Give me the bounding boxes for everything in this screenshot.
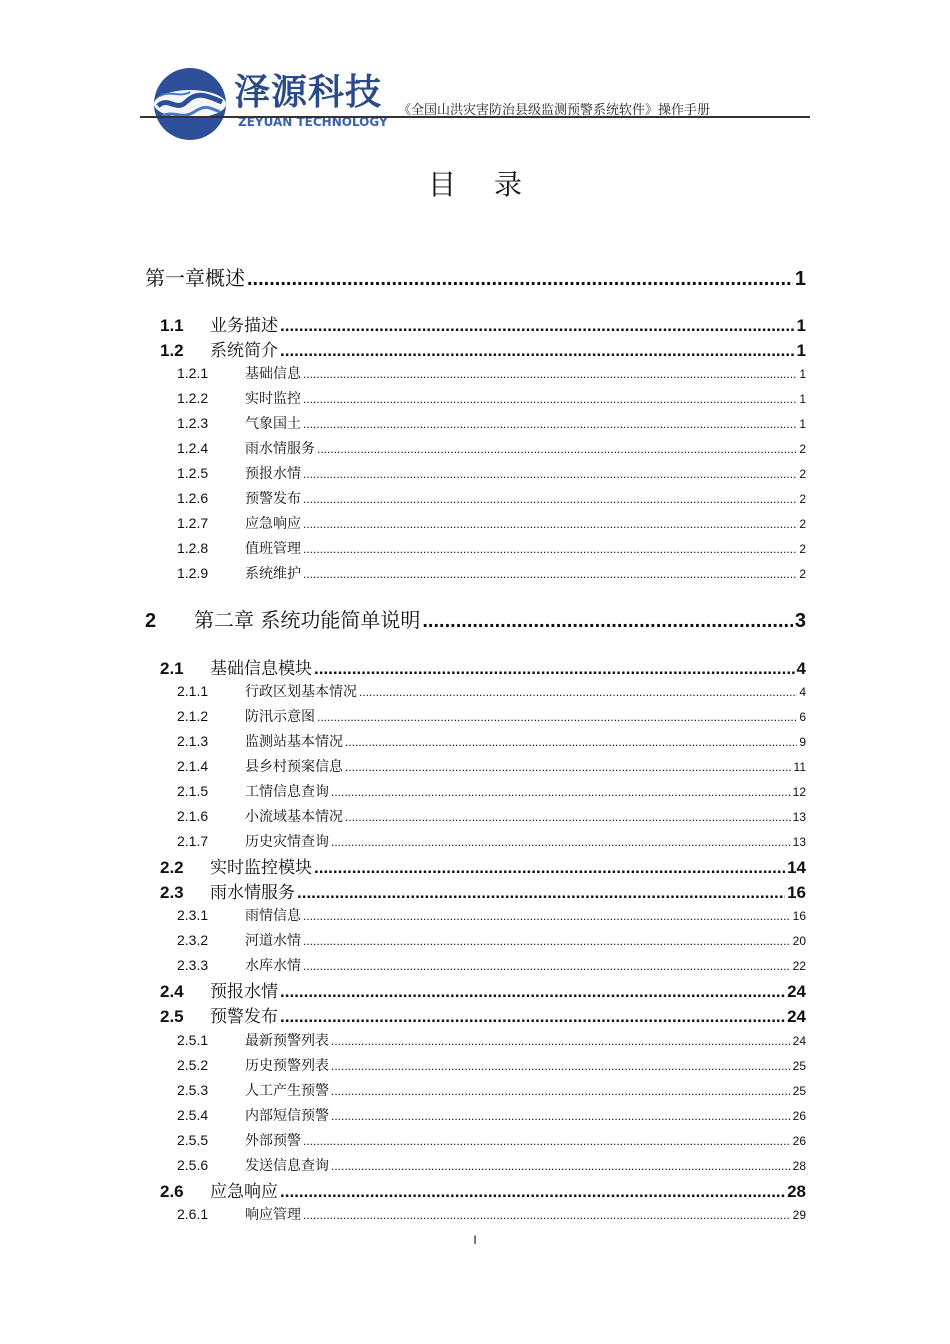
toc-leader-dots xyxy=(331,835,791,849)
toc-entry[interactable] xyxy=(177,1155,806,1175)
toc-entry-title: 雨情信息 xyxy=(245,908,301,924)
toc-entry-title: 最新预警列表 xyxy=(245,1033,329,1049)
toc-entry-title: 第二章 系统功能简单说明 xyxy=(194,608,421,632)
toc-entry-page: 2 xyxy=(799,467,806,481)
toc-entry-number: 2.1.6 xyxy=(177,808,209,824)
toc-entry[interactable] xyxy=(177,731,806,751)
page-number: I xyxy=(473,1233,477,1247)
toc-entry-page: 24 xyxy=(787,982,806,1001)
toc-entry-page: 29 xyxy=(792,1208,806,1222)
toc-leader-dots xyxy=(314,858,785,878)
toc-entry-page: 9 xyxy=(799,735,806,749)
toc-entry-number: 1.1 xyxy=(160,316,184,335)
toc-entry-title: 业务描述 xyxy=(210,316,278,336)
toc-entry-title: 实时监控模块 xyxy=(210,858,312,878)
toc-leader-dots xyxy=(317,710,797,724)
brand-name-english: ZEYUAN TECHNOLOGY xyxy=(238,115,388,129)
toc-entry-number: 2.5.4 xyxy=(177,1107,209,1123)
toc-entry-page: 24 xyxy=(787,1007,806,1026)
toc-leader-dots xyxy=(345,810,791,824)
document-title: 《全国山洪灾害防治县级监测预警系统软件》操作手册 xyxy=(398,103,711,118)
toc-entry[interactable] xyxy=(160,1177,806,1202)
toc-entry-number: 2.4 xyxy=(160,982,184,1001)
toc-entry-title: 人工产生预警 xyxy=(245,1083,329,1099)
toc-entry-page: 4 xyxy=(799,685,806,699)
toc-entry[interactable] xyxy=(177,955,806,975)
toc-leader-dots xyxy=(280,1007,785,1027)
toc-entry-number: 2.5.3 xyxy=(177,1082,209,1098)
toc-entry-page: 2 xyxy=(799,517,806,531)
toc-entry-title: 基础信息 xyxy=(245,366,301,382)
toc-leader-dots xyxy=(422,610,793,633)
toc-entry-page: 26 xyxy=(792,1109,806,1123)
toc-entry-page: 25 xyxy=(792,1084,806,1098)
toc-entry[interactable] xyxy=(177,831,806,851)
toc-leader-dots xyxy=(247,268,793,291)
toc-entry-page: 16 xyxy=(787,883,806,902)
toc-entry-page: 11 xyxy=(793,760,806,774)
toc-leader-dots xyxy=(331,1059,791,1073)
toc-entry-title: 第一章概述 xyxy=(145,266,245,290)
toc-entry-title: 县乡村预案信息 xyxy=(245,759,343,775)
toc-entry-title: 水库水情 xyxy=(245,958,301,974)
toc-entry-number: 2.1.1 xyxy=(177,683,209,699)
toc-entry[interactable] xyxy=(177,388,806,408)
toc-leader-dots xyxy=(303,934,791,948)
toc-leader-dots xyxy=(303,467,797,481)
toc-leader-dots xyxy=(280,341,795,361)
toc-entry-page: 24 xyxy=(792,1034,806,1048)
toc-entry[interactable] xyxy=(177,438,806,458)
toc-entry[interactable] xyxy=(177,563,806,583)
toc-entry-title: 系统维护 xyxy=(245,566,301,582)
toc-leader-dots xyxy=(303,367,797,381)
toc-leader-dots xyxy=(303,567,797,581)
toc-leader-dots xyxy=(303,1208,791,1222)
toc-entry[interactable] xyxy=(177,1204,806,1224)
toc-entry-page: 1 xyxy=(799,392,806,406)
toc-entry-title: 发送信息查询 xyxy=(245,1158,329,1174)
toc-entry[interactable] xyxy=(177,706,806,726)
toc-entry-title: 预报水情 xyxy=(210,982,278,1002)
toc-entry-page: 16 xyxy=(792,909,806,923)
toc-entry[interactable] xyxy=(177,363,806,383)
toc-leader-dots xyxy=(331,1084,791,1098)
toc-entry-page: 12 xyxy=(792,785,806,799)
toc-entry[interactable] xyxy=(177,488,806,508)
toc-entry-title: 预警发布 xyxy=(210,1007,278,1027)
toc-entry-number: 1.2 xyxy=(160,341,184,360)
toc-entry-title: 历史预警列表 xyxy=(245,1058,329,1074)
toc-entry[interactable] xyxy=(177,930,806,950)
toc-entry-number: 2.5.1 xyxy=(177,1032,209,1048)
toc-entry-title: 历史灾情查询 xyxy=(245,834,329,850)
toc-entry[interactable] xyxy=(177,1130,806,1150)
toc-entry-number: 2.3 xyxy=(160,883,184,902)
toc-entry-number: 2.6.1 xyxy=(177,1206,209,1222)
toc-entry-page: 22 xyxy=(792,959,806,973)
toc-entry-page: 1 xyxy=(799,367,806,381)
toc-entry-title: 防汛示意图 xyxy=(245,709,315,725)
zeyuan-logo-icon xyxy=(152,66,228,142)
toc-leader-dots xyxy=(303,1134,791,1148)
toc-entry-title: 应急响应 xyxy=(245,516,301,532)
toc-entry-number: 2.3.2 xyxy=(177,932,209,948)
toc-entry[interactable] xyxy=(177,781,806,801)
toc-leader-dots xyxy=(345,735,797,749)
toc-leader-dots xyxy=(331,785,791,799)
toc-entry[interactable] xyxy=(177,806,806,826)
toc-entry-page: 28 xyxy=(792,1159,806,1173)
toc-entry-title: 外部预警 xyxy=(245,1133,301,1149)
toc-entry[interactable] xyxy=(177,413,806,433)
toc-entry-title: 内部短信预警 xyxy=(245,1108,329,1124)
toc-entry-title: 行政区划基本情况 xyxy=(245,684,357,700)
toc-entry-title: 预警发布 xyxy=(245,491,301,507)
toc-entry-title: 工情信息查询 xyxy=(245,784,329,800)
toc-entry-title: 气象国土 xyxy=(245,416,301,432)
toc-entry[interactable] xyxy=(160,1002,806,1027)
toc-leader-dots xyxy=(345,760,792,774)
toc-entry[interactable] xyxy=(177,513,806,533)
toc-entry-number: 1.2.2 xyxy=(177,390,209,406)
toc-leader-dots xyxy=(314,659,795,679)
toc-entry-number: 2.5.2 xyxy=(177,1057,209,1073)
toc-entry-title: 雨水情服务 xyxy=(245,441,315,457)
toc-leader-dots xyxy=(303,909,791,923)
toc-entry-page: 1 xyxy=(796,316,806,335)
toc-heading: 目录 xyxy=(427,168,560,201)
toc-leader-dots xyxy=(303,517,797,531)
toc-entry-number: 1.2.9 xyxy=(177,565,209,581)
page-header xyxy=(140,62,810,129)
toc-entry-number: 2.3.1 xyxy=(177,907,209,923)
toc-entry-number: 2.5.5 xyxy=(177,1132,209,1148)
toc-entry-title: 河道水情 xyxy=(245,933,301,949)
toc-leader-dots xyxy=(280,982,785,1002)
toc-entry-page: 2 xyxy=(799,442,806,456)
header-divider xyxy=(140,116,810,118)
toc-entry[interactable] xyxy=(177,756,806,776)
toc-entry-number: 2.5 xyxy=(160,1007,184,1026)
toc-entry-title: 雨水情服务 xyxy=(210,883,295,903)
toc-entry-number: 2 xyxy=(145,610,157,632)
toc-entry-title: 监测站基本情况 xyxy=(245,734,343,750)
toc-entry[interactable] xyxy=(160,654,806,679)
toc-entry-number: 2.6 xyxy=(160,1182,184,1201)
toc-entry-number: 2.1.3 xyxy=(177,733,209,749)
toc-leader-dots xyxy=(297,883,785,903)
toc-leader-dots xyxy=(303,417,797,431)
toc-entry[interactable] xyxy=(160,311,806,336)
toc-leader-dots xyxy=(303,959,791,973)
toc-entry[interactable] xyxy=(160,336,806,361)
toc-entry[interactable] xyxy=(177,538,806,558)
toc-entry-page: 1 xyxy=(796,341,806,360)
toc-entry[interactable] xyxy=(177,1080,806,1100)
toc-entry[interactable] xyxy=(160,853,806,878)
toc-entry-page: 1 xyxy=(794,268,806,290)
toc-entry-number: 2.1.7 xyxy=(177,833,209,849)
toc-entry-page: 1 xyxy=(799,417,806,431)
toc-entry-page: 2 xyxy=(799,567,806,581)
toc-entry-title: 预报水情 xyxy=(245,466,301,482)
toc-entry-number: 2.1.4 xyxy=(177,758,209,774)
toc-entry-page: 2 xyxy=(799,492,806,506)
toc-entry-number: 1.2.1 xyxy=(177,365,209,381)
toc-entry-number: 2.1.2 xyxy=(177,708,209,724)
toc-entry[interactable] xyxy=(145,262,806,291)
toc-entry-page: 13 xyxy=(792,810,806,824)
toc-entry-page: 4 xyxy=(796,659,806,678)
toc-entry-page: 20 xyxy=(792,934,806,948)
brand-name-chinese: 泽源科技 xyxy=(234,72,383,113)
toc-entry[interactable] xyxy=(160,977,806,1002)
toc-leader-dots xyxy=(331,1109,791,1123)
toc-leader-dots xyxy=(359,685,797,699)
toc-leader-dots xyxy=(303,392,797,406)
toc-entry-title: 应急响应 xyxy=(210,1182,278,1202)
toc-entry-title: 小流域基本情况 xyxy=(245,809,343,825)
toc-entry-number: 1.2.5 xyxy=(177,465,209,481)
toc-leader-dots xyxy=(317,442,797,456)
toc-entry-title: 基础信息模块 xyxy=(210,659,312,679)
toc-entry-page: 26 xyxy=(792,1134,806,1148)
toc-entry-number: 1.2.8 xyxy=(177,540,209,556)
toc-entry[interactable] xyxy=(177,681,806,701)
toc-entry-title: 实时监控 xyxy=(245,391,301,407)
toc-entry-page: 3 xyxy=(794,610,806,632)
toc-entry-page: 14 xyxy=(787,858,806,877)
toc-leader-dots xyxy=(331,1159,791,1173)
toc-entry-title: 值班管理 xyxy=(245,541,301,557)
toc-entry-page: 28 xyxy=(787,1182,806,1201)
toc-entry-number: 1.2.3 xyxy=(177,415,209,431)
toc-entry[interactable] xyxy=(177,1030,806,1050)
toc-leader-dots xyxy=(303,492,797,506)
toc-entry-page: 2 xyxy=(799,542,806,556)
toc-entry-number: 2.2 xyxy=(160,858,184,877)
toc-entry[interactable] xyxy=(177,1105,806,1125)
toc-leader-dots xyxy=(280,1182,785,1202)
toc-entry[interactable] xyxy=(177,1055,806,1075)
toc-leader-dots xyxy=(280,316,795,336)
toc-entry-page: 25 xyxy=(792,1059,806,1073)
toc-entry-number: 1.2.6 xyxy=(177,490,209,506)
toc-entry-title: 系统简介 xyxy=(210,341,278,361)
toc-entry-title: 响应管理 xyxy=(245,1207,301,1223)
toc-entry[interactable] xyxy=(177,463,806,483)
toc-entry[interactable] xyxy=(177,905,806,925)
toc-entry-number: 2.1.5 xyxy=(177,783,209,799)
toc-entry[interactable] xyxy=(160,878,806,903)
toc-entry-number: 1.2.4 xyxy=(177,440,209,456)
toc-entry-number: 2.5.6 xyxy=(177,1157,209,1173)
toc-entry-page: 13 xyxy=(792,835,806,849)
toc-entry-number: 1.2.7 xyxy=(177,515,209,531)
toc-entry-number: 2.3.3 xyxy=(177,957,209,973)
toc-leader-dots xyxy=(331,1034,791,1048)
toc-leader-dots xyxy=(303,542,797,556)
toc-entry-page: 6 xyxy=(799,710,806,724)
toc-entry[interactable] xyxy=(145,604,806,633)
toc-entry-number: 2.1 xyxy=(160,659,184,678)
